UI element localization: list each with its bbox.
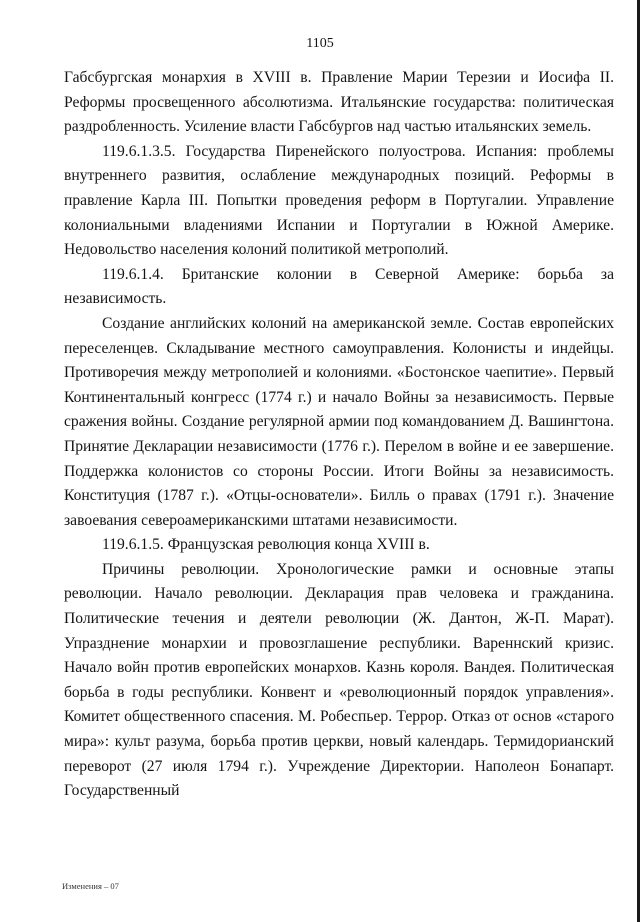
paragraph-american-independence: Создание английских колоний на американской земле. Состав европейских переселенцев. Складывание местного самоуправления. Колонисты и индейцы. Противоречия между метрополией и колониями. «Бостонское чаепитие». Первый Континентальный конгресс (1774 г.) и начало Войны за независимость. Первые сражения войны. Создание регулярной армии под командованием Д. Вашингтона. Принятие Декларации независимости (1776 г.). Перелом в войне и ее завершение. Поддержка колонистов со стороны России. Итоги Войны за независимость. Конституция (1787 г.). «Отцы-основатели». Билль о правах (1791 г.). Значение завоевания североамериканскими штатами независимости. <box>64 314 614 529</box>
section-heading-british-colonies: 119.6.1.4. Британские колонии в Северной Америке: борьба за независимость. <box>64 265 614 308</box>
body-text <box>64 66 614 804</box>
section-heading-french-revolution: 119.6.1.5. Французская революция конца XVIII в. <box>102 536 430 554</box>
paragraph-french-revolution: Причины революции. Хронологические рамки и основные этапы революции. Начало революции. Декларация прав человека и гражданина. Политические течения и деятели революции (Ж. Дантон, Ж-П. Марат). Упразднение монархии и провозглашение республики. Вареннский кризис. Начало войн против европейских монархов. Казнь короля. Вандея. Политическая борьба в годы республики. Конвент и «революционный порядок управления». Комитет общественного спасения. М. Робеспьер. Террор. Отказ от основ «старого мира»: культ разума, борьба против церкви, новый календарь. Термидорианский переворот (27 июля 1794 г.). Учреждение Директории. Наполеон Бонапарт. Государственный <box>64 560 614 800</box>
paragraph-habsburg-monarchy: Габсбургская монархия в XVIII в. Правление Марии Терезии и Иосифа II. Реформы просвещенного абсолютизма. Итальянские государства: политическая раздробленность. Усиление власти Габсбургов над частью итальянских земель. <box>64 69 614 136</box>
paragraph-iberian-states: 119.6.1.3.5. Государства Пиренейского полуострова. Испания: проблемы внутреннего развития, ослабление международных позиций. Реформы в правление Карла III. Попытки проведения реформ в Португалии. Управление колониальными владениями Испании и Португалии в Южной Америке. Недовольство населения колоний политикой метрополий. <box>64 142 614 259</box>
page-number: 1105 <box>306 36 334 51</box>
footer-revision-note: Изменения – 07 <box>62 881 119 891</box>
